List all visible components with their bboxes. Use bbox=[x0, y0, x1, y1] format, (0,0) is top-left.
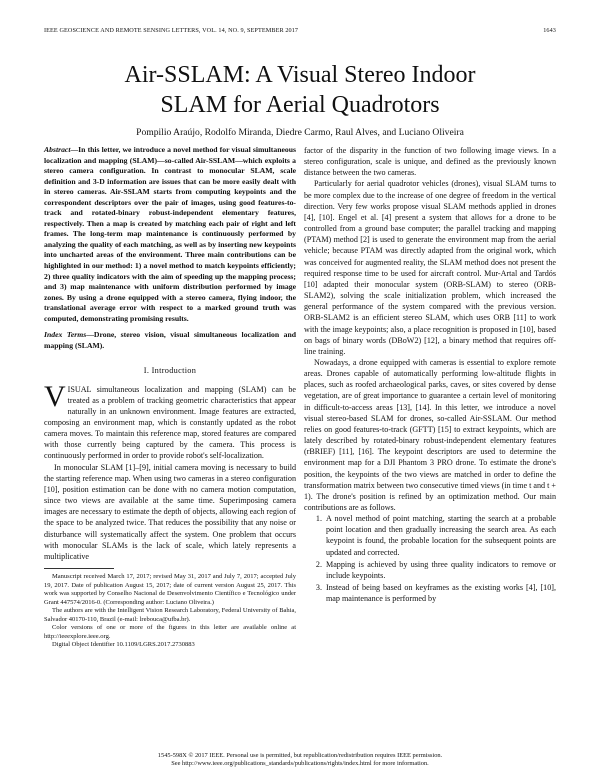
section-heading-introduction: I. Introduction bbox=[143, 366, 197, 376]
intro-paragraph-2: In monocular SLAM [1]–[9], initial camera moving is necessary to build the starting reference map. When using two cameras in a stereo configuration [10], position estimation can be done with no camera motion computation, since two views are available at the same time. Superimposing camera images are necessary to estimate the depth of objects, allowing each region of the space to be analyzed twice. That reduces the possibility that any noise or disturbance will systematically affect the system. One problem that occurs with monocular SLAMs is the lack of scale, which lately represents a multiplicative bbox=[44, 462, 296, 561]
footnote-doi: Digital Object Identifier 10.1109/LGRS.2017.2730883 bbox=[52, 641, 195, 649]
contribution-item: 3. Instead of being based on keyframes as the existing works [4], [10], map maintenance is performed by bbox=[324, 582, 556, 604]
page-number: 1643 bbox=[543, 27, 556, 34]
index-terms-text: —Drone, stereo vision, visual simultaneous localization and mapping (SLAM). bbox=[44, 330, 297, 350]
running-header bbox=[44, 27, 556, 37]
index-terms bbox=[44, 330, 296, 351]
footnote-affiliation: The authors are with the Intelligent Vision Research Laboratory, Federal University of Bahia, Salvador 40170-110, Brazil (e-mail: lrebouca@ufba.br). bbox=[44, 607, 296, 623]
footnotes bbox=[44, 573, 296, 650]
title-line-1: Air-SSLAM: A Visual Stereo Indoor bbox=[124, 62, 476, 88]
intro-paragraph-1 bbox=[44, 379, 296, 462]
contributions-list bbox=[304, 513, 556, 604]
author-list: Pompilio Araújo, Rodolfo Miranda, Diedre Carmo, Raul Alves, and Luciano Oliveira bbox=[136, 127, 464, 138]
intro-paragraph-1-text: ISUAL simultaneous localization and mapping (SLAM) can be treated as a problem of tracking geometric characteristics that appear naturally in an unknown environment. Image features are extracted, composing an environment map, which is constantly updated as the robot camera moves. To maintain this reference map, stored features are compared with those currently being captured by the camera. This process is continuously performed in order to provide robot's self-localization. bbox=[44, 384, 296, 461]
right-paragraph-3: Nowadays, a drone equipped with cameras is essential to explore remote areas. Drones capable of automatically performing low-altitude flights in places, such as roofed archaeological parks, caves, or sites covered by dense vegetation, are of great importance to guarantee a certain level of monitoring in difficult-to-access areas [13], [14]. In this letter, we introduce a novel visual stereo-based SLAM for drones, so-called Air-SSLAM. Our method relies on good features-to-track (GFTT) [15] to extract keypoints, which are lately described by rotated-binary robust-independent elementary features (rBRIEF) [11], [16]. The keypoint descriptors are used to determine the environment map for a DJI Phantom 3 PRO drone. To estimate the drone's position, the keypoints of the two views are matched in order to define the transformation matrix between two consecutive timed views (in time t and t + 1). The drone's position is refined by an optimization method. Our main contributions are as follows. bbox=[304, 357, 556, 512]
copyright-line-2: See http://www.ieee.org/publications_standards/publications/rights/index.html for more information. bbox=[171, 760, 429, 768]
right-column bbox=[304, 145, 556, 605]
abstract bbox=[44, 145, 296, 324]
left-column bbox=[44, 145, 296, 650]
title-line-2: SLAM for Aerial Quadrotors bbox=[160, 92, 440, 118]
footnote-divider bbox=[44, 568, 114, 569]
drop-cap: V bbox=[44, 379, 66, 413]
abstract-lead: Abstract bbox=[44, 145, 71, 154]
footnote-color: Color versions of one or more of the figures in this letter are available online at http://ieeexplore.ieee.org. bbox=[44, 624, 296, 640]
index-terms-lead: Index Terms bbox=[44, 330, 87, 340]
footnote-manuscript: Manuscript received March 17, 2017; revised May 31, 2017 and July 7, 2017; accepted July 19, 2017. Date of publication August 15, 2017; date of current version August 25, 2017. This work was supported by Conselho Nacional de Desenvolvimento Científico e Tecnológico under Grant 447574/2016-0. (Corresponding author: Luciano Oliveira.) bbox=[44, 573, 296, 606]
contribution-item: 1. A novel method of point matching, starting the search at a probable point location and then gradually increasing the search area. As each keypoint is found, the probable location for the subsequent points are updated and corrected. bbox=[324, 513, 556, 558]
abstract-text: —In this letter, we introduce a novel method for visual simultaneous localization and mapping (SLAM)—so-called Air-SSLAM—which exploits a stereo camera configuration. In contrast to monocular SLAM, scale definition and 3-D information are issues that can be more easily dealt with in stereo cameras. Air-SSLAM starts from computing keypoints and the correspondent descriptors over the pair of images, using good features-to-track and rotated-binary robust-independent elementary features, respectively. Then a map is created by matching each pair of right and left frames. The long-term map maintenance is continuously performed by analyzing the quality of each matching, as well as by inserting new keypoints into uncharted areas of the environment. Three main contributions can be highlighted in our method: 1) a novel method to match keypoints efficiently; 2) three quality indicators with the aim of speeding up the mapping process; and 3) map maintenance with uniform distribution performed by image zones. By using a drone equipped with a stereo camera, flying indoor, the translational average error with respect to a marked ground truth was computed, demonstrating promising results. bbox=[44, 145, 296, 323]
copyright-notice bbox=[40, 752, 560, 769]
copyright-line-1: 1545-598X © 2017 IEEE. Personal use is permitted, but republication/redistribution requires IEEE permission. bbox=[157, 752, 443, 759]
right-paragraph-2: Particularly for aerial quadrotor vehicles (drones), visual SLAM turns to be more complex due to the increase of one degree of freedom in the vertical direction. Very few works propose visual SLAM methods applied in drones [4], [10]. Engel et al. [4] present a system that allows for a drone to be controlled from a ground base computer; the parallel tracking and mapping (PTAM) method [2] is used to generate the environment map from the aerial vehicle; because PTAM was directly adapted from the original work, which was conceived for augmented reality, the SLAM method does not present the required response time to be used for aircraft control. Mur-Artal and Tardós [10] adapted their monocular system (ORB-SLAM) to stereo (ORB-SLAM2), solving the scale initialization problem, which increased the general performance of the system compared with the previous version. ORB-SLAM2 is an efficient stereo SLAM, which uses ORB [11] to work with the image keypoints; also, a place recognition is proposed in [10], based on bags of binary words (DBoW2) [12], a binary method that requires off-line training. bbox=[304, 179, 556, 356]
contribution-item: 2. Mapping is achieved by using three quality indicators to remove or include keypoints. bbox=[324, 559, 556, 581]
journal-header: IEEE GEOSCIENCE AND REMOTE SENSING LETTERS, VOL. 14, NO. 9, SEPTEMBER 2017 bbox=[44, 27, 299, 34]
right-paragraph-1: factor of the disparity in the function of two following image views. In a stereo configuration, scale is unique, and defined as the previously known distance between the two cameras. bbox=[304, 146, 556, 178]
paper-title bbox=[40, 60, 560, 120]
